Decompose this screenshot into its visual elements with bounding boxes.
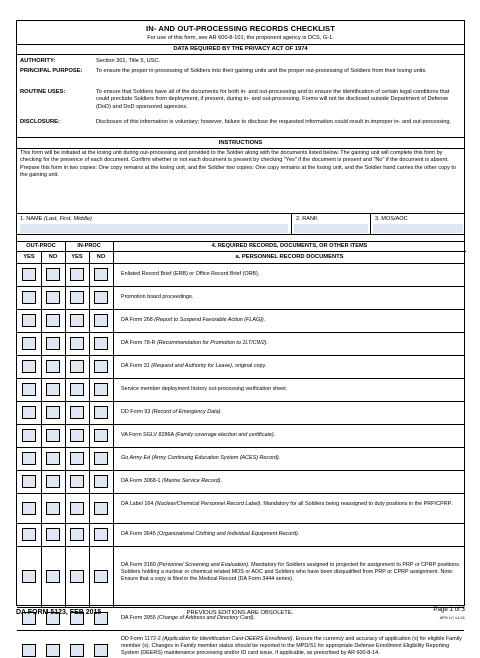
in-proc-yes-checkbox[interactable] (70, 644, 84, 657)
instructions-text: This form will be initiated at the losing unit during out-processing and provided to the Soldier along with the documents listed below. The gaining unit will complete this form by checking for the presence of each document. Confirm whether or not each document is present by checking "Yes" if the document is present and "No" if the document is absent. Prepare this form in two copies: One copy remains at the losing unit, and the Soldier two copies: One copy remains at the losing unit, and the Soldier hand carries the other copy to the gaining unit. (20, 150, 456, 179)
divider (17, 286, 464, 287)
in-proc-no-checkbox[interactable] (94, 429, 108, 442)
divider (17, 332, 464, 333)
version-label: APD LC v1.01 (439, 615, 465, 620)
in-proc-yes-checkbox[interactable] (70, 406, 84, 419)
out-proc-yes-checkbox[interactable] (22, 528, 36, 541)
in-proc-yes-checkbox[interactable] (70, 314, 84, 327)
out-proc-yes-checkbox[interactable] (22, 291, 36, 304)
out-proc-no-checkbox[interactable] (46, 502, 60, 515)
routine-uses-text: To ensure that Soldiers have all of the documents for both in- and out-processing and to ensure the identification of certain legal conditions that could preclude Soldiers from deployment, if present, during in- and out-processing. Forms will not be disclosed outside Department of Defense (DoD) and DoD sponsored agencies. (96, 89, 450, 110)
divider (17, 54, 464, 55)
divider (113, 241, 114, 607)
name-field-label (20, 216, 92, 222)
divider (89, 251, 90, 607)
document-title: (Recommendation for Promotion to 1LT/CW2). (156, 340, 269, 346)
out-proc-yes-checkbox[interactable] (22, 406, 36, 419)
divider (17, 148, 464, 149)
out-proc-yes-checkbox[interactable] (22, 570, 36, 583)
required-items-header: 4. REQUIRED RECORDS, DOCUMENTS, OR OTHER ITEMS (211, 243, 368, 249)
name-label-hint: (Last, First, Middle) (43, 216, 92, 222)
divider (41, 251, 42, 607)
out-proc-yes-checkbox[interactable] (22, 644, 36, 657)
in-proc-yes-checkbox[interactable] (70, 502, 84, 515)
document-name: DD Form 93 (121, 409, 152, 415)
document-label (121, 363, 463, 370)
in-proc-yes-checkbox[interactable] (70, 475, 84, 488)
rank-input[interactable] (294, 224, 368, 233)
document-name: Promotion board proceedings. (121, 294, 194, 300)
in-proc-no-checkbox[interactable] (94, 383, 108, 396)
in-proc-yes-checkbox[interactable] (70, 268, 84, 281)
in-proc-header: IN-PROC (77, 243, 101, 249)
divider (17, 355, 464, 356)
document-note: . Mandatory for Soldiers assigned to projected for assignment to PRP or CPRP positions. Soldiers holding a nuclear or chemical related MOS or AOC and Soldiers who have been disqualified from PRP or CPRP assignment. Note: Ensure that a copy is filed in the Medical Record (DA Form 3444 series). (121, 562, 461, 583)
document-name: DA Form 3955 (121, 615, 158, 621)
disclosure-text: Disclosure of this information is voluntary; however, failure to disclose the requested information could result in improper in- and out-processing. (96, 119, 452, 125)
mos-input[interactable] (373, 224, 463, 233)
document-label (121, 501, 463, 508)
divider (17, 546, 464, 547)
in-proc-no-checkbox[interactable] (94, 291, 108, 304)
document-name: DD Form 1172-2 (121, 636, 163, 642)
in-proc-yes-checkbox[interactable] (70, 452, 84, 465)
document-title: (Report to Suspend Favorable Action (FLAG)). (154, 317, 266, 323)
in-proc-yes-checkbox[interactable] (70, 291, 84, 304)
divider (17, 234, 464, 235)
form-title: IN- AND OUT-PROCESSING RECORDS CHECKLIST (146, 24, 335, 33)
previous-editions-note: PREVIOUS EDITIONS ARE OBSOLETE. (186, 610, 294, 616)
in-proc-no-checkbox[interactable] (94, 268, 108, 281)
divider (17, 447, 464, 448)
document-label (121, 455, 463, 462)
divider (65, 241, 66, 607)
out-proc-no-checkbox[interactable] (46, 291, 60, 304)
document-label (121, 615, 463, 622)
document-note: . Ensure the currency and accuracy of application (s) for eligible Family member (s). Changes in Family member status should be reported to the MPD/S1 for appropriate Defense Enrollment Eligibility Reporting System (DEERS) maintenance processing and/or ID card issue, if applicable, as prescribed by AR 600-8-14. (121, 636, 462, 657)
document-label (121, 531, 463, 538)
divider (17, 137, 464, 138)
in-proc-yes-checkbox[interactable] (70, 570, 84, 583)
in-proc-no-checkbox[interactable] (94, 314, 108, 327)
in-no-header: NO (96, 254, 106, 260)
out-yes-header: YES (23, 254, 35, 260)
out-proc-yes-checkbox[interactable] (22, 360, 36, 373)
divider (17, 263, 464, 264)
form-subtitle: For use of this form, see AR 600-8-101; the proponent agency is DCS, G-1. (147, 35, 334, 41)
authority-text: Section 301, Title 5, USC. (96, 58, 161, 64)
in-yes-header: YES (71, 254, 83, 260)
instructions-header: INSTRUCTIONS (218, 140, 263, 146)
document-label (121, 562, 463, 584)
divider (17, 241, 464, 242)
out-proc-yes-checkbox[interactable] (22, 268, 36, 281)
document-title: (Change of Address and Directory Card). (157, 615, 256, 621)
document-name: Service member deployment history out-processing verification sheet. (121, 386, 288, 392)
rank-field-label: 2. RANK (296, 216, 318, 222)
document-title: (Personnel Screening and Evaluation) (157, 562, 249, 568)
document-name: DA Form 3180 (121, 562, 158, 568)
out-proc-header: OUT-PROC (26, 243, 56, 249)
in-proc-yes-checkbox[interactable] (70, 383, 84, 396)
disclosure-label: DISCLOSURE: (20, 119, 60, 125)
divider (113, 251, 466, 252)
in-proc-yes-checkbox[interactable] (70, 360, 84, 373)
divider (17, 424, 464, 425)
document-label (121, 317, 463, 324)
document-label (121, 478, 463, 485)
divider (17, 523, 464, 524)
document-title: (Application for Identification Card-DEERS Enrollment) (162, 636, 293, 642)
document-label (121, 294, 463, 301)
out-proc-no-checkbox[interactable] (46, 570, 60, 583)
divider (17, 493, 464, 494)
out-proc-no-checkbox[interactable] (46, 644, 60, 657)
divider (370, 213, 371, 234)
in-proc-no-checkbox[interactable] (94, 360, 108, 373)
in-proc-yes-checkbox[interactable] (70, 528, 84, 541)
document-label (121, 409, 463, 416)
out-proc-yes-checkbox[interactable] (22, 429, 36, 442)
out-proc-no-checkbox[interactable] (46, 406, 60, 419)
in-proc-yes-checkbox[interactable] (70, 429, 84, 442)
out-proc-yes-checkbox[interactable] (22, 383, 36, 396)
in-proc-no-checkbox[interactable] (94, 502, 108, 515)
out-proc-yes-checkbox[interactable] (22, 502, 36, 515)
form-id: DA FORM 5123, FEB 2015 (16, 609, 102, 616)
document-title: (Nuclear/Chemical Personnel Record Label) (154, 501, 261, 507)
document-name: DA Form 268 (121, 317, 155, 323)
out-proc-yes-checkbox[interactable] (22, 337, 36, 350)
document-title: (Record of Emergency Data). (151, 409, 222, 415)
divider (17, 44, 464, 45)
document-name: Enlisted Record Brief (ERB) or Office Record Brief (ORB). (121, 271, 260, 277)
in-proc-no-checkbox[interactable] (94, 406, 108, 419)
privacy-act-header: DATA REQUIRED BY THE PRIVACY ACT OF 1974 (173, 46, 308, 52)
out-proc-yes-checkbox[interactable] (22, 314, 36, 327)
document-name: DA Form 31 (121, 363, 152, 369)
page-number: Page 1 of 3 (433, 606, 465, 613)
principal-purpose-text: To ensure the proper in-processing of Soldiers into their gaining units and the proper out-processing of Soldiers from their losing units. (96, 68, 427, 74)
divider (291, 213, 292, 234)
document-name: DA Label 164 (121, 501, 155, 507)
document-name: DA Form 78-R (121, 340, 157, 346)
document-name: VA Form SGLV 8286A (121, 432, 176, 438)
out-no-header: NO (48, 254, 58, 260)
divider (17, 309, 464, 310)
document-note: . Mandatory for all Soldiers being reassigned to duty positions in the PRP/CPRP. (260, 501, 453, 507)
out-proc-no-checkbox[interactable] (46, 429, 60, 442)
document-name: DA Form 3645 (121, 531, 158, 537)
name-label-text: 1. NAME (20, 216, 43, 222)
divider (17, 630, 464, 631)
document-label (121, 636, 463, 658)
document-title: Go Army Ed (Army Continuing Education System (ACES) Record). (121, 455, 281, 461)
routine-uses-label: ROUTINE USES: (20, 89, 66, 95)
document-label (121, 386, 463, 393)
out-proc-no-checkbox[interactable] (46, 360, 60, 373)
document-label (121, 340, 463, 347)
out-proc-yes-checkbox[interactable] (22, 475, 36, 488)
out-proc-no-checkbox[interactable] (46, 383, 60, 396)
authority-label: AUTHORITY: (20, 58, 56, 64)
section-a-header: a. PERSONNEL RECORD DOCUMENTS (235, 254, 344, 260)
document-note: , original copy. (231, 363, 267, 369)
document-label (121, 271, 463, 278)
document-label (121, 432, 463, 439)
document-title: (Marine Service Record). (162, 478, 222, 484)
in-proc-no-checkbox[interactable] (94, 475, 108, 488)
name-input[interactable] (20, 224, 288, 233)
out-proc-no-checkbox[interactable] (46, 528, 60, 541)
divider (17, 401, 464, 402)
principal-purpose-label: PRINCIPAL PURPOSE: (20, 68, 83, 74)
document-title: (Family coverage election and certificate). (175, 432, 276, 438)
in-proc-no-checkbox[interactable] (94, 528, 108, 541)
divider (17, 213, 464, 214)
in-proc-no-checkbox[interactable] (94, 452, 108, 465)
out-proc-no-checkbox[interactable] (46, 452, 60, 465)
document-title: (Request and Authority for Leave) (151, 363, 232, 369)
in-proc-no-checkbox[interactable] (94, 644, 108, 657)
out-proc-no-checkbox[interactable] (46, 475, 60, 488)
divider (17, 378, 464, 379)
out-proc-no-checkbox[interactable] (46, 337, 60, 350)
out-proc-no-checkbox[interactable] (46, 314, 60, 327)
document-title: (Organizational Clothing and Individual Equipment Record). (157, 531, 300, 537)
in-proc-no-checkbox[interactable] (94, 337, 108, 350)
mos-field-label: 3. MOS/AOC (375, 216, 408, 222)
divider (17, 607, 464, 608)
out-proc-yes-checkbox[interactable] (22, 452, 36, 465)
document-name: DA Form 3068-1 (121, 478, 163, 484)
divider (17, 470, 464, 471)
out-proc-no-checkbox[interactable] (46, 268, 60, 281)
in-proc-yes-checkbox[interactable] (70, 337, 84, 350)
in-proc-no-checkbox[interactable] (94, 570, 108, 583)
